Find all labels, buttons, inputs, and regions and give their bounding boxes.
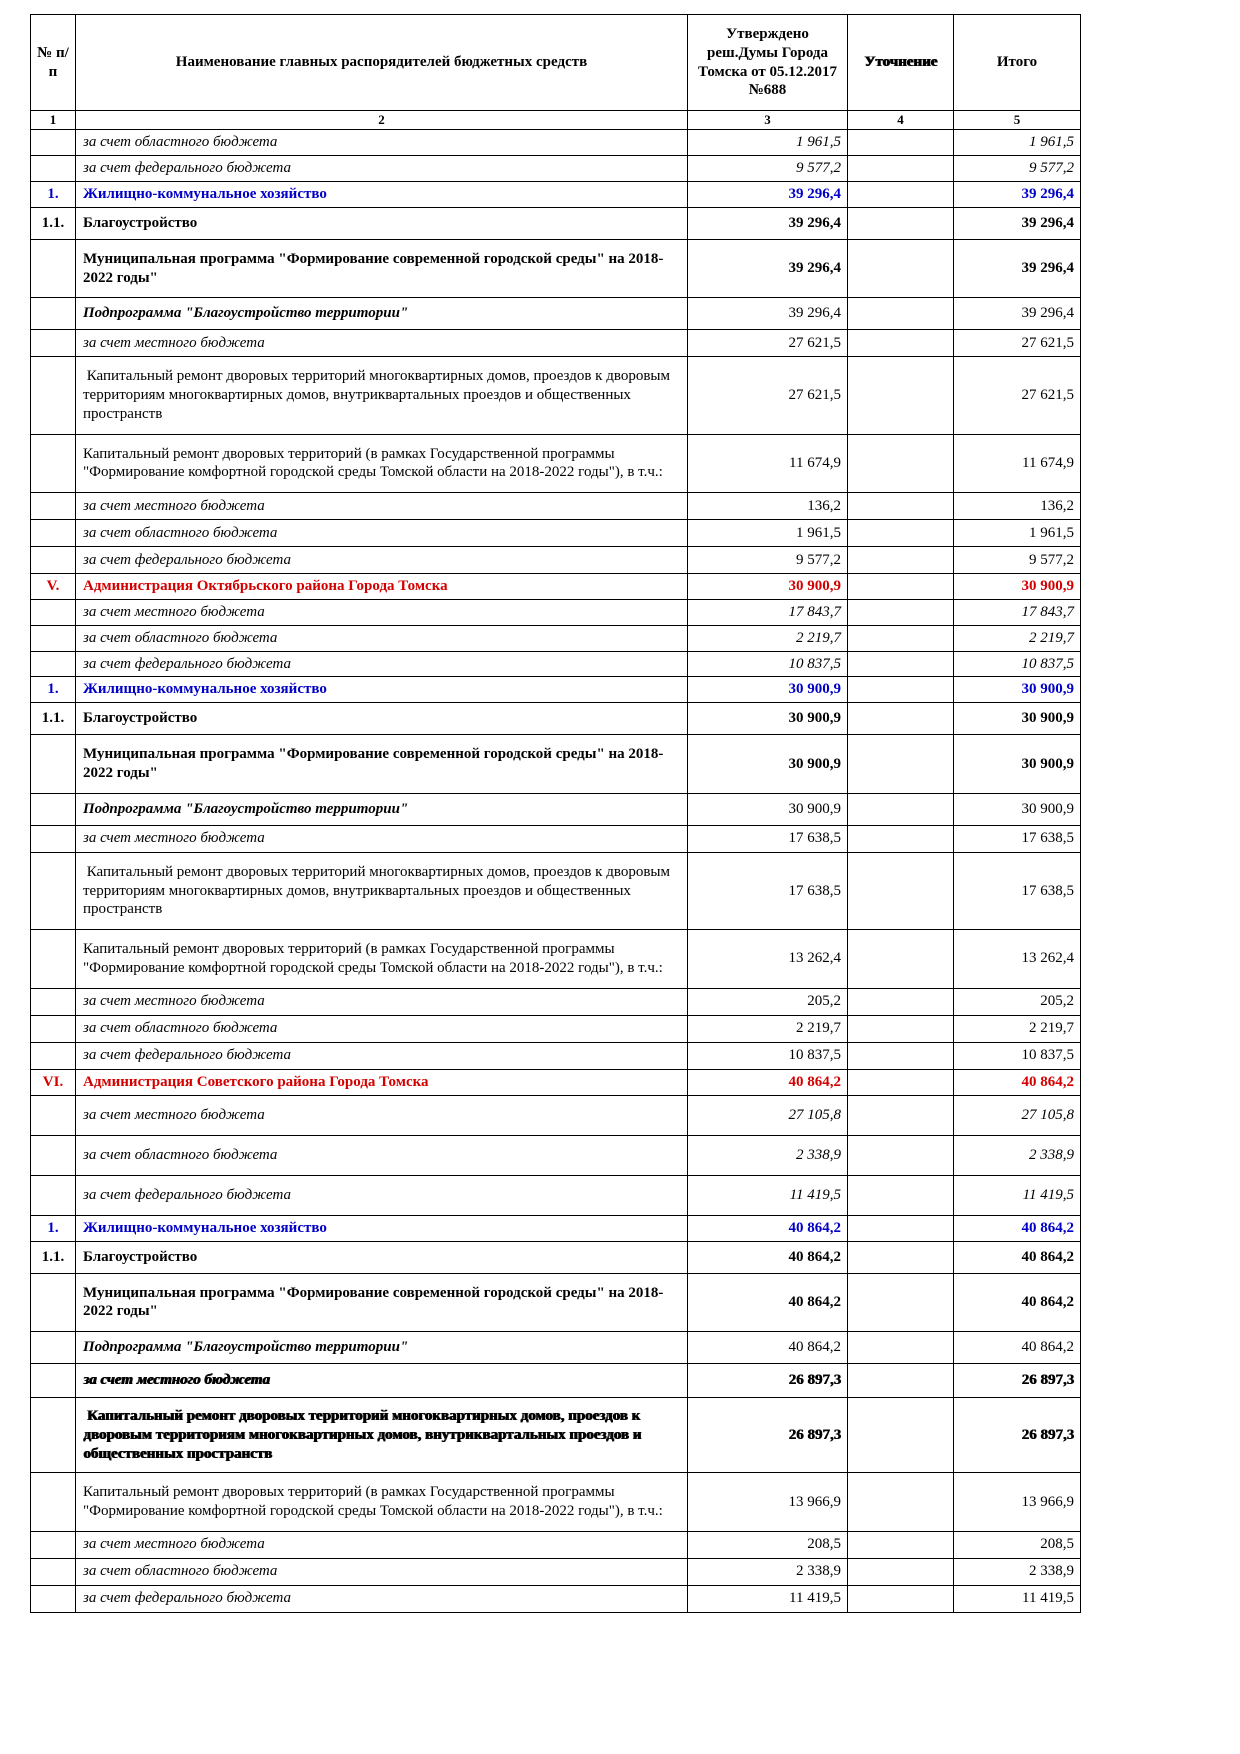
approved-value-cell: 10 837,5 <box>688 1042 848 1069</box>
header-num-cell: № п/п <box>31 15 76 111</box>
header-row <box>31 15 1081 111</box>
row-name-cell: за счет федерального бюджета <box>76 651 688 677</box>
row-number-cell <box>31 625 76 651</box>
row-name-cell: Жилищно-коммунальное хозяйство <box>76 1215 688 1241</box>
row-number-cell: 1. <box>31 181 76 207</box>
total-value-cell: 13 966,9 <box>954 1473 1081 1532</box>
approved-value-cell: 205,2 <box>688 988 848 1015</box>
approved-value-cell: 39 296,4 <box>688 239 848 298</box>
table-row <box>31 1241 1081 1273</box>
adjustment-cell <box>848 930 954 989</box>
table-row <box>31 703 1081 735</box>
row-number-cell <box>31 330 76 357</box>
total-value-cell: 208,5 <box>954 1531 1081 1558</box>
total-value-cell: 2 219,7 <box>954 625 1081 651</box>
total-value-cell: 11 419,5 <box>954 1175 1081 1215</box>
row-number-cell <box>31 520 76 547</box>
adjustment-cell <box>848 520 954 547</box>
table-row <box>31 988 1081 1015</box>
row-number-cell: 1. <box>31 677 76 703</box>
table-row <box>31 357 1081 434</box>
table-row <box>31 130 1081 156</box>
approved-value-cell: 208,5 <box>688 1531 848 1558</box>
adjustment-cell <box>848 1042 954 1069</box>
approved-value-cell: 40 864,2 <box>688 1215 848 1241</box>
row-name-cell: Капитальный ремонт дворовых территорий (в рамках Государственной программы "Формирование комфортной городской среды Томской области на 2018-2022 годы"), в т.ч.: <box>76 930 688 989</box>
row-name-cell: за счет местного бюджета <box>76 493 688 520</box>
table-row <box>31 547 1081 574</box>
row-name-cell: Подпрограмма "Благоустройство территории" <box>76 298 688 330</box>
approved-value-cell: 2 219,7 <box>688 1015 848 1042</box>
table-row <box>31 930 1081 989</box>
row-name-cell: Капитальный ремонт дворовых территорий многоквартирных домов, проездов к дворовым территориям многоквартирных домов, внутриквартальных проездов и общественных пространств <box>76 1398 688 1473</box>
adjustment-cell <box>848 181 954 207</box>
adjustment-cell <box>848 1398 954 1473</box>
approved-value-cell: 11 419,5 <box>688 1585 848 1612</box>
row-name-cell: за счет федерального бюджета <box>76 1042 688 1069</box>
total-value-cell: 40 864,2 <box>954 1215 1081 1241</box>
row-name-cell: Подпрограмма "Благоустройство территории" <box>76 793 688 825</box>
row-number-cell <box>31 1175 76 1215</box>
total-value-cell: 26 897,3 <box>954 1398 1081 1473</box>
row-name-cell: за счет областного бюджета <box>76 625 688 651</box>
total-value-cell: 1 961,5 <box>954 130 1081 156</box>
approved-value-cell: 17 638,5 <box>688 825 848 852</box>
table-row <box>31 677 1081 703</box>
budget-table <box>30 14 1081 1613</box>
row-number-cell <box>31 239 76 298</box>
row-name-cell: Администрация Октябрьского района Города Томска <box>76 574 688 600</box>
table-row <box>31 1364 1081 1398</box>
table-row <box>31 1215 1081 1241</box>
column-number-2: 2 <box>76 111 688 130</box>
adjustment-cell <box>848 207 954 239</box>
row-name-cell: за счет областного бюджета <box>76 1558 688 1585</box>
row-name-cell: Жилищно-коммунальное хозяйство <box>76 677 688 703</box>
table-row <box>31 330 1081 357</box>
approved-value-cell: 30 900,9 <box>688 735 848 794</box>
row-name-cell: за счет федерального бюджета <box>76 156 688 182</box>
row-number-cell <box>31 156 76 182</box>
approved-value-cell: 2 338,9 <box>688 1135 848 1175</box>
table-row <box>31 1069 1081 1095</box>
row-name-cell: за счет местного бюджета <box>76 825 688 852</box>
row-name-cell: за счет областного бюджета <box>76 1135 688 1175</box>
row-number-cell <box>31 130 76 156</box>
approved-value-cell: 26 897,3 <box>688 1398 848 1473</box>
row-name-cell: Муниципальная программа "Формирование современной городской среды" на 2018-2022 годы" <box>76 735 688 794</box>
table-row <box>31 156 1081 182</box>
adjustment-cell <box>848 298 954 330</box>
approved-value-cell: 1 961,5 <box>688 520 848 547</box>
approved-value-cell: 27 105,8 <box>688 1095 848 1135</box>
table-header <box>31 15 1081 130</box>
row-number-cell <box>31 357 76 434</box>
adjustment-cell <box>848 574 954 600</box>
row-number-cell <box>31 852 76 929</box>
table-row <box>31 1558 1081 1585</box>
row-name-cell: за счет местного бюджета <box>76 600 688 626</box>
table-row <box>31 574 1081 600</box>
approved-value-cell: 30 900,9 <box>688 677 848 703</box>
row-number-cell <box>31 1015 76 1042</box>
table-row <box>31 852 1081 929</box>
adjustment-cell <box>848 1364 954 1398</box>
adjustment-cell <box>848 130 954 156</box>
table-row <box>31 600 1081 626</box>
header-total-cell: Итого <box>954 15 1081 111</box>
total-value-cell: 40 864,2 <box>954 1069 1081 1095</box>
total-value-cell: 10 837,5 <box>954 651 1081 677</box>
row-name-cell: Капитальный ремонт дворовых территорий многоквартирных домов, проездов к дворовым территориям многоквартирных домов, внутриквартальных проездов и общественных пространств <box>76 357 688 434</box>
table-row <box>31 1473 1081 1532</box>
adjustment-cell <box>848 239 954 298</box>
total-value-cell: 13 262,4 <box>954 930 1081 989</box>
row-number-cell <box>31 825 76 852</box>
row-number-cell <box>31 493 76 520</box>
table-body <box>31 130 1081 1613</box>
row-name-cell: за счет местного бюджета <box>76 330 688 357</box>
table-row <box>31 625 1081 651</box>
adjustment-cell <box>848 988 954 1015</box>
header-name-cell: Наименование главных распорядителей бюджетных средств <box>76 15 688 111</box>
row-number-cell <box>31 930 76 989</box>
total-value-cell: 40 864,2 <box>954 1241 1081 1273</box>
column-number-5: 5 <box>954 111 1081 130</box>
approved-value-cell: 9 577,2 <box>688 156 848 182</box>
approved-value-cell: 39 296,4 <box>688 207 848 239</box>
table-row <box>31 1398 1081 1473</box>
approved-value-cell: 40 864,2 <box>688 1069 848 1095</box>
total-value-cell: 11 419,5 <box>954 1585 1081 1612</box>
total-value-cell: 30 900,9 <box>954 677 1081 703</box>
adjustment-cell <box>848 1241 954 1273</box>
adjustment-cell <box>848 1473 954 1532</box>
table-row <box>31 207 1081 239</box>
total-value-cell: 17 638,5 <box>954 852 1081 929</box>
total-value-cell: 39 296,4 <box>954 181 1081 207</box>
row-number-cell: 1.1. <box>31 1241 76 1273</box>
approved-value-cell: 136,2 <box>688 493 848 520</box>
approved-value-cell: 13 262,4 <box>688 930 848 989</box>
table-row <box>31 651 1081 677</box>
row-number-cell <box>31 1531 76 1558</box>
row-number-cell <box>31 298 76 330</box>
row-number-cell <box>31 1558 76 1585</box>
approved-value-cell: 40 864,2 <box>688 1241 848 1273</box>
table-row <box>31 181 1081 207</box>
total-value-cell: 10 837,5 <box>954 1042 1081 1069</box>
adjustment-cell <box>848 651 954 677</box>
approved-value-cell: 27 621,5 <box>688 357 848 434</box>
approved-value-cell: 13 966,9 <box>688 1473 848 1532</box>
total-value-cell: 136,2 <box>954 493 1081 520</box>
row-number-cell <box>31 434 76 493</box>
approved-value-cell: 17 638,5 <box>688 852 848 929</box>
header-approved-cell: Утверждено реш.Думы Города Томска от 05.12.2017 №688 <box>688 15 848 111</box>
row-name-cell: за счет областного бюджета <box>76 520 688 547</box>
row-name-cell: Капитальный ремонт дворовых территорий (в рамках Государственной программы "Формирование комфортной городской среды Томской области на 2018-2022 годы"), в т.ч.: <box>76 434 688 493</box>
total-value-cell: 30 900,9 <box>954 793 1081 825</box>
row-number-cell <box>31 1585 76 1612</box>
total-value-cell: 26 897,3 <box>954 1364 1081 1398</box>
adjustment-cell <box>848 493 954 520</box>
column-number-1: 1 <box>31 111 76 130</box>
row-name-cell: Благоустройство <box>76 1241 688 1273</box>
column-number-3: 3 <box>688 111 848 130</box>
total-value-cell: 1 961,5 <box>954 520 1081 547</box>
row-name-cell: за счет местного бюджета <box>76 988 688 1015</box>
table-row <box>31 735 1081 794</box>
row-name-cell: за счет федерального бюджета <box>76 547 688 574</box>
total-value-cell: 11 674,9 <box>954 434 1081 493</box>
row-name-cell: Благоустройство <box>76 703 688 735</box>
adjustment-cell <box>848 677 954 703</box>
table-row <box>31 1095 1081 1135</box>
row-number-cell <box>31 1135 76 1175</box>
row-number-cell <box>31 651 76 677</box>
total-value-cell: 39 296,4 <box>954 298 1081 330</box>
approved-value-cell: 39 296,4 <box>688 181 848 207</box>
table-row <box>31 434 1081 493</box>
adjustment-cell <box>848 735 954 794</box>
row-name-cell: Администрация Советского района Города Томска <box>76 1069 688 1095</box>
approved-value-cell: 26 897,3 <box>688 1364 848 1398</box>
approved-value-cell: 11 419,5 <box>688 1175 848 1215</box>
approved-value-cell: 39 296,4 <box>688 298 848 330</box>
row-number-cell: VI. <box>31 1069 76 1095</box>
table-row <box>31 1015 1081 1042</box>
table-row <box>31 1332 1081 1364</box>
total-value-cell: 30 900,9 <box>954 703 1081 735</box>
table-row <box>31 1585 1081 1612</box>
total-value-cell: 2 219,7 <box>954 1015 1081 1042</box>
adjustment-cell <box>848 1069 954 1095</box>
adjustment-cell <box>848 600 954 626</box>
approved-value-cell: 2 338,9 <box>688 1558 848 1585</box>
adjustment-cell <box>848 852 954 929</box>
adjustment-cell <box>848 1135 954 1175</box>
adjustment-cell <box>848 793 954 825</box>
total-value-cell: 9 577,2 <box>954 156 1081 182</box>
adjustment-cell <box>848 1175 954 1215</box>
total-value-cell: 39 296,4 <box>954 207 1081 239</box>
total-value-cell: 39 296,4 <box>954 239 1081 298</box>
approved-value-cell: 40 864,2 <box>688 1273 848 1332</box>
adjustment-cell <box>848 1273 954 1332</box>
table-row <box>31 1135 1081 1175</box>
row-number-cell <box>31 600 76 626</box>
total-value-cell: 30 900,9 <box>954 574 1081 600</box>
approved-value-cell: 27 621,5 <box>688 330 848 357</box>
row-name-cell: Муниципальная программа "Формирование современной городской среды" на 2018-2022 годы" <box>76 1273 688 1332</box>
approved-value-cell: 2 219,7 <box>688 625 848 651</box>
column-number-row <box>31 111 1081 130</box>
approved-value-cell: 30 900,9 <box>688 793 848 825</box>
adjustment-cell <box>848 1332 954 1364</box>
adjustment-cell <box>848 1558 954 1585</box>
total-value-cell: 27 105,8 <box>954 1095 1081 1135</box>
row-name-cell: Жилищно-коммунальное хозяйство <box>76 181 688 207</box>
adjustment-cell <box>848 625 954 651</box>
row-name-cell: Капитальный ремонт дворовых территорий (в рамках Государственной программы "Формирование комфортной городской среды Томской области на 2018-2022 годы"), в т.ч.: <box>76 1473 688 1532</box>
adjustment-cell <box>848 1095 954 1135</box>
adjustment-cell <box>848 357 954 434</box>
table-row <box>31 239 1081 298</box>
row-number-cell: 1.1. <box>31 207 76 239</box>
row-name-cell: Капитальный ремонт дворовых территорий многоквартирных домов, проездов к дворовым территориям многоквартирных домов, внутриквартальных проездов и общественных пространств <box>76 852 688 929</box>
row-name-cell: за счет федерального бюджета <box>76 1585 688 1612</box>
adjustment-cell <box>848 703 954 735</box>
row-number-cell <box>31 735 76 794</box>
row-name-cell: за счет местного бюджета <box>76 1364 688 1398</box>
row-number-cell <box>31 1473 76 1532</box>
total-value-cell: 205,2 <box>954 988 1081 1015</box>
approved-value-cell: 9 577,2 <box>688 547 848 574</box>
row-number-cell <box>31 1042 76 1069</box>
row-number-cell <box>31 988 76 1015</box>
row-name-cell: Подпрограмма "Благоустройство территории" <box>76 1332 688 1364</box>
adjustment-cell <box>848 1531 954 1558</box>
total-value-cell: 2 338,9 <box>954 1558 1081 1585</box>
approved-value-cell: 11 674,9 <box>688 434 848 493</box>
total-value-cell: 27 621,5 <box>954 330 1081 357</box>
table-row <box>31 825 1081 852</box>
table-row <box>31 1273 1081 1332</box>
adjustment-cell <box>848 1215 954 1241</box>
approved-value-cell: 17 843,7 <box>688 600 848 626</box>
adjustment-cell <box>848 434 954 493</box>
row-name-cell: за счет местного бюджета <box>76 1095 688 1135</box>
row-number-cell <box>31 547 76 574</box>
table-row <box>31 298 1081 330</box>
total-value-cell: 30 900,9 <box>954 735 1081 794</box>
approved-value-cell: 10 837,5 <box>688 651 848 677</box>
adjustment-cell <box>848 1585 954 1612</box>
row-name-cell: за счет местного бюджета <box>76 1531 688 1558</box>
row-name-cell: за счет областного бюджета <box>76 130 688 156</box>
table-row <box>31 493 1081 520</box>
adjustment-cell <box>848 547 954 574</box>
approved-value-cell: 30 900,9 <box>688 703 848 735</box>
total-value-cell: 17 638,5 <box>954 825 1081 852</box>
total-value-cell: 40 864,2 <box>954 1273 1081 1332</box>
approved-value-cell: 40 864,2 <box>688 1332 848 1364</box>
table-row <box>31 1175 1081 1215</box>
row-number-cell <box>31 1364 76 1398</box>
column-number-4: 4 <box>848 111 954 130</box>
row-name-cell: за счет областного бюджета <box>76 1015 688 1042</box>
row-number-cell <box>31 1273 76 1332</box>
total-value-cell: 17 843,7 <box>954 600 1081 626</box>
adjustment-cell <box>848 825 954 852</box>
row-name-cell: Муниципальная программа "Формирование современной городской среды" на 2018-2022 годы" <box>76 239 688 298</box>
row-number-cell <box>31 1095 76 1135</box>
row-number-cell: 1.1. <box>31 703 76 735</box>
row-name-cell: за счет федерального бюджета <box>76 1175 688 1215</box>
total-value-cell: 2 338,9 <box>954 1135 1081 1175</box>
table-row <box>31 793 1081 825</box>
adjustment-cell <box>848 1015 954 1042</box>
table-row <box>31 520 1081 547</box>
row-number-cell: V. <box>31 574 76 600</box>
header-adjustment-cell: Уточнение <box>848 15 954 111</box>
approved-value-cell: 30 900,9 <box>688 574 848 600</box>
table-row <box>31 1042 1081 1069</box>
row-number-cell <box>31 793 76 825</box>
total-value-cell: 27 621,5 <box>954 357 1081 434</box>
table-row <box>31 1531 1081 1558</box>
row-number-cell <box>31 1332 76 1364</box>
total-value-cell: 40 864,2 <box>954 1332 1081 1364</box>
approved-value-cell: 1 961,5 <box>688 130 848 156</box>
row-number-cell <box>31 1398 76 1473</box>
total-value-cell: 9 577,2 <box>954 547 1081 574</box>
row-number-cell: 1. <box>31 1215 76 1241</box>
adjustment-cell <box>848 330 954 357</box>
row-name-cell: Благоустройство <box>76 207 688 239</box>
adjustment-cell <box>848 156 954 182</box>
